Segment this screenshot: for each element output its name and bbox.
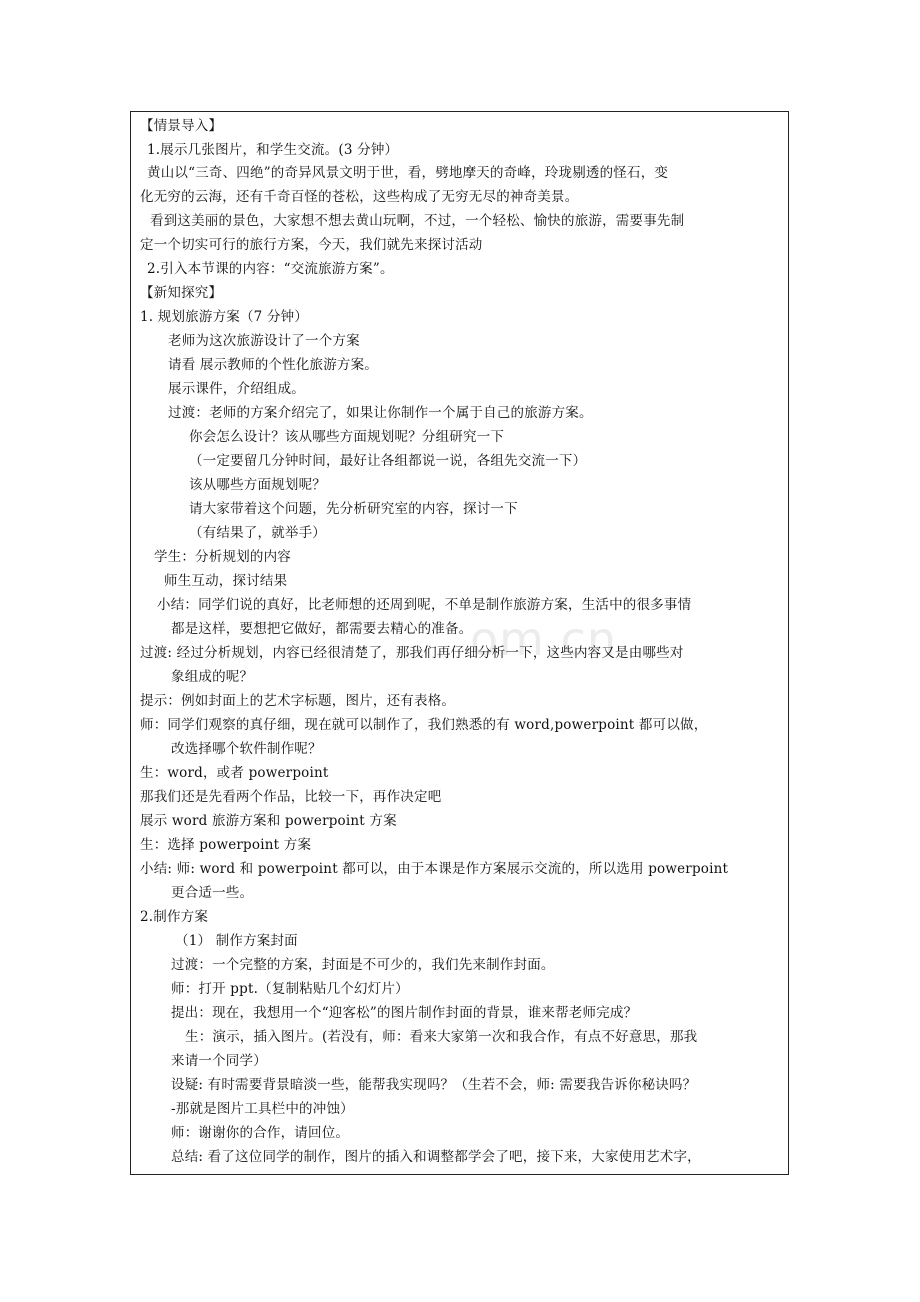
text-line: 生：演示，插入图片。(若没有，师：看来大家第一次和我合作，有点不好意思，那我 — [185, 1029, 698, 1045]
text-line: 过渡: 经过分析规划，内容已经很清楚了，那我们再仔细分析一下，这些内容又是由哪些对 — [140, 645, 684, 661]
text-line: 生：选择 powerpoint 方案 — [140, 837, 312, 853]
text-line: 设疑: 有时需要背景暗淡一些，能帮我实现吗？（生若不会，师: 需要我告诉你秘诀吗？ — [171, 1077, 697, 1093]
text-line: 师生互动，探讨结果 — [164, 573, 288, 589]
text-line: 总结: 看了这位同学的制作，图片的插入和调整都学会了吧，接下来，大家使用艺术字， — [171, 1149, 701, 1165]
text-line: 看到这美丽的景色，大家想不想去黄山玩啊，不过，一个轻松、愉快的旅游，需要事先制 — [150, 213, 685, 229]
text-line: 该从哪些方面规划呢？ — [189, 477, 326, 493]
text-line: 2.引入本节课的内容：“交流旅游方案”。 — [147, 261, 394, 277]
text-line: 学生：分析规划的内容 — [154, 549, 291, 565]
text-line: 过渡：一个完整的方案，封面是不可少的，我们先来制作封面。 — [171, 957, 555, 973]
text-line: 那我们还是先看两个作品，比较一下，再作决定吧 — [140, 789, 442, 805]
text-line: （1） 制作方案封面 — [175, 933, 298, 949]
text-line: 提出：现在，我想用一个“迎客松”的图片制作封面的背景，谁来帮老师完成？ — [171, 1005, 638, 1021]
text-line: 更合适一些。 — [171, 885, 254, 901]
text-line: 过渡：老师的方案介绍完了，如果让你制作一个属于自己的旅游方案。 — [168, 405, 593, 421]
section-heading-new-knowledge: 【新知探究】 — [140, 285, 223, 301]
text-line: 生：word，或者 powerpoint — [140, 765, 329, 781]
text-line: 师：同学们观察的真仔细，现在就可以制作了，我们熟悉的有 word,powerpoint 都可以做， — [140, 717, 708, 733]
text-line: 展示 word 旅游方案和 powerpoint 方案 — [140, 813, 397, 829]
watermark: om.cn — [470, 612, 618, 666]
text-line: 师：打开 ppt.（复制粘贴几个幻灯片） — [171, 981, 409, 997]
text-line: -那就是图片工具栏中的冲蚀） — [171, 1101, 354, 1117]
text-line: 老师为这次旅游设计了一个方案 — [168, 333, 360, 349]
text-line: 化无穷的云海，还有千奇百怪的苍松，这些构成了无穷无尽的神奇美景。 — [140, 189, 579, 205]
text-line: 象组成的呢？ — [171, 669, 254, 685]
text-line: 改选择哪个软件制作呢？ — [171, 741, 322, 757]
text-line: 展示课件，介绍组成。 — [168, 381, 305, 397]
text-line: 1.展示几张图片，和学生交流。(3 分钟） — [147, 142, 399, 158]
section-heading-make-plan: 2.制作方案 — [140, 909, 209, 925]
text-line: 师：谢谢你的合作，请回位。 — [171, 1125, 350, 1141]
text-line: 请看 展示教师的个性化旅游方案。 — [168, 357, 378, 373]
text-line: 小结: 师: word 和 powerpoint 都可以，由于本课是作方案展示交流的，所以选用 powerpoint — [140, 861, 729, 877]
text-line: 请大家带着这个问题，先分析研究室的内容，探讨一下 — [189, 501, 518, 517]
text-line: 定一个切实可行的旅行方案，今天，我们就先来探讨活动 — [140, 237, 483, 253]
text-line: 都是这样，要想把它做好，都需要去精心的准备。 — [171, 621, 473, 637]
text-line: 你会怎么设计？该从哪些方面规划呢？分组研究一下 — [189, 429, 505, 445]
text-line: （一定要留几分钟时间，最好让各组都说一说，各组先交流一下） — [189, 453, 587, 469]
text-line: 来请一个同学） — [171, 1053, 267, 1069]
section-heading-scenario: 【情景导入】 — [140, 118, 223, 134]
text-line: 提示：例如封面上的艺术字标题，图片，还有表格。 — [140, 693, 456, 709]
text-line: 小结：同学们说的真好，比老师想的还周到呢，不单是制作旅游方案，生活中的很多事情 — [157, 597, 692, 613]
text-line: 黄山以“三奇、四绝”的奇异风景文明于世，看，劈地摩天的奇峰，玲珑剔透的怪石，变 — [147, 165, 669, 181]
text-line: （有结果了，就举手） — [189, 525, 326, 541]
text-line: 1. 规划旅游方案（7 分钟） — [140, 309, 309, 325]
